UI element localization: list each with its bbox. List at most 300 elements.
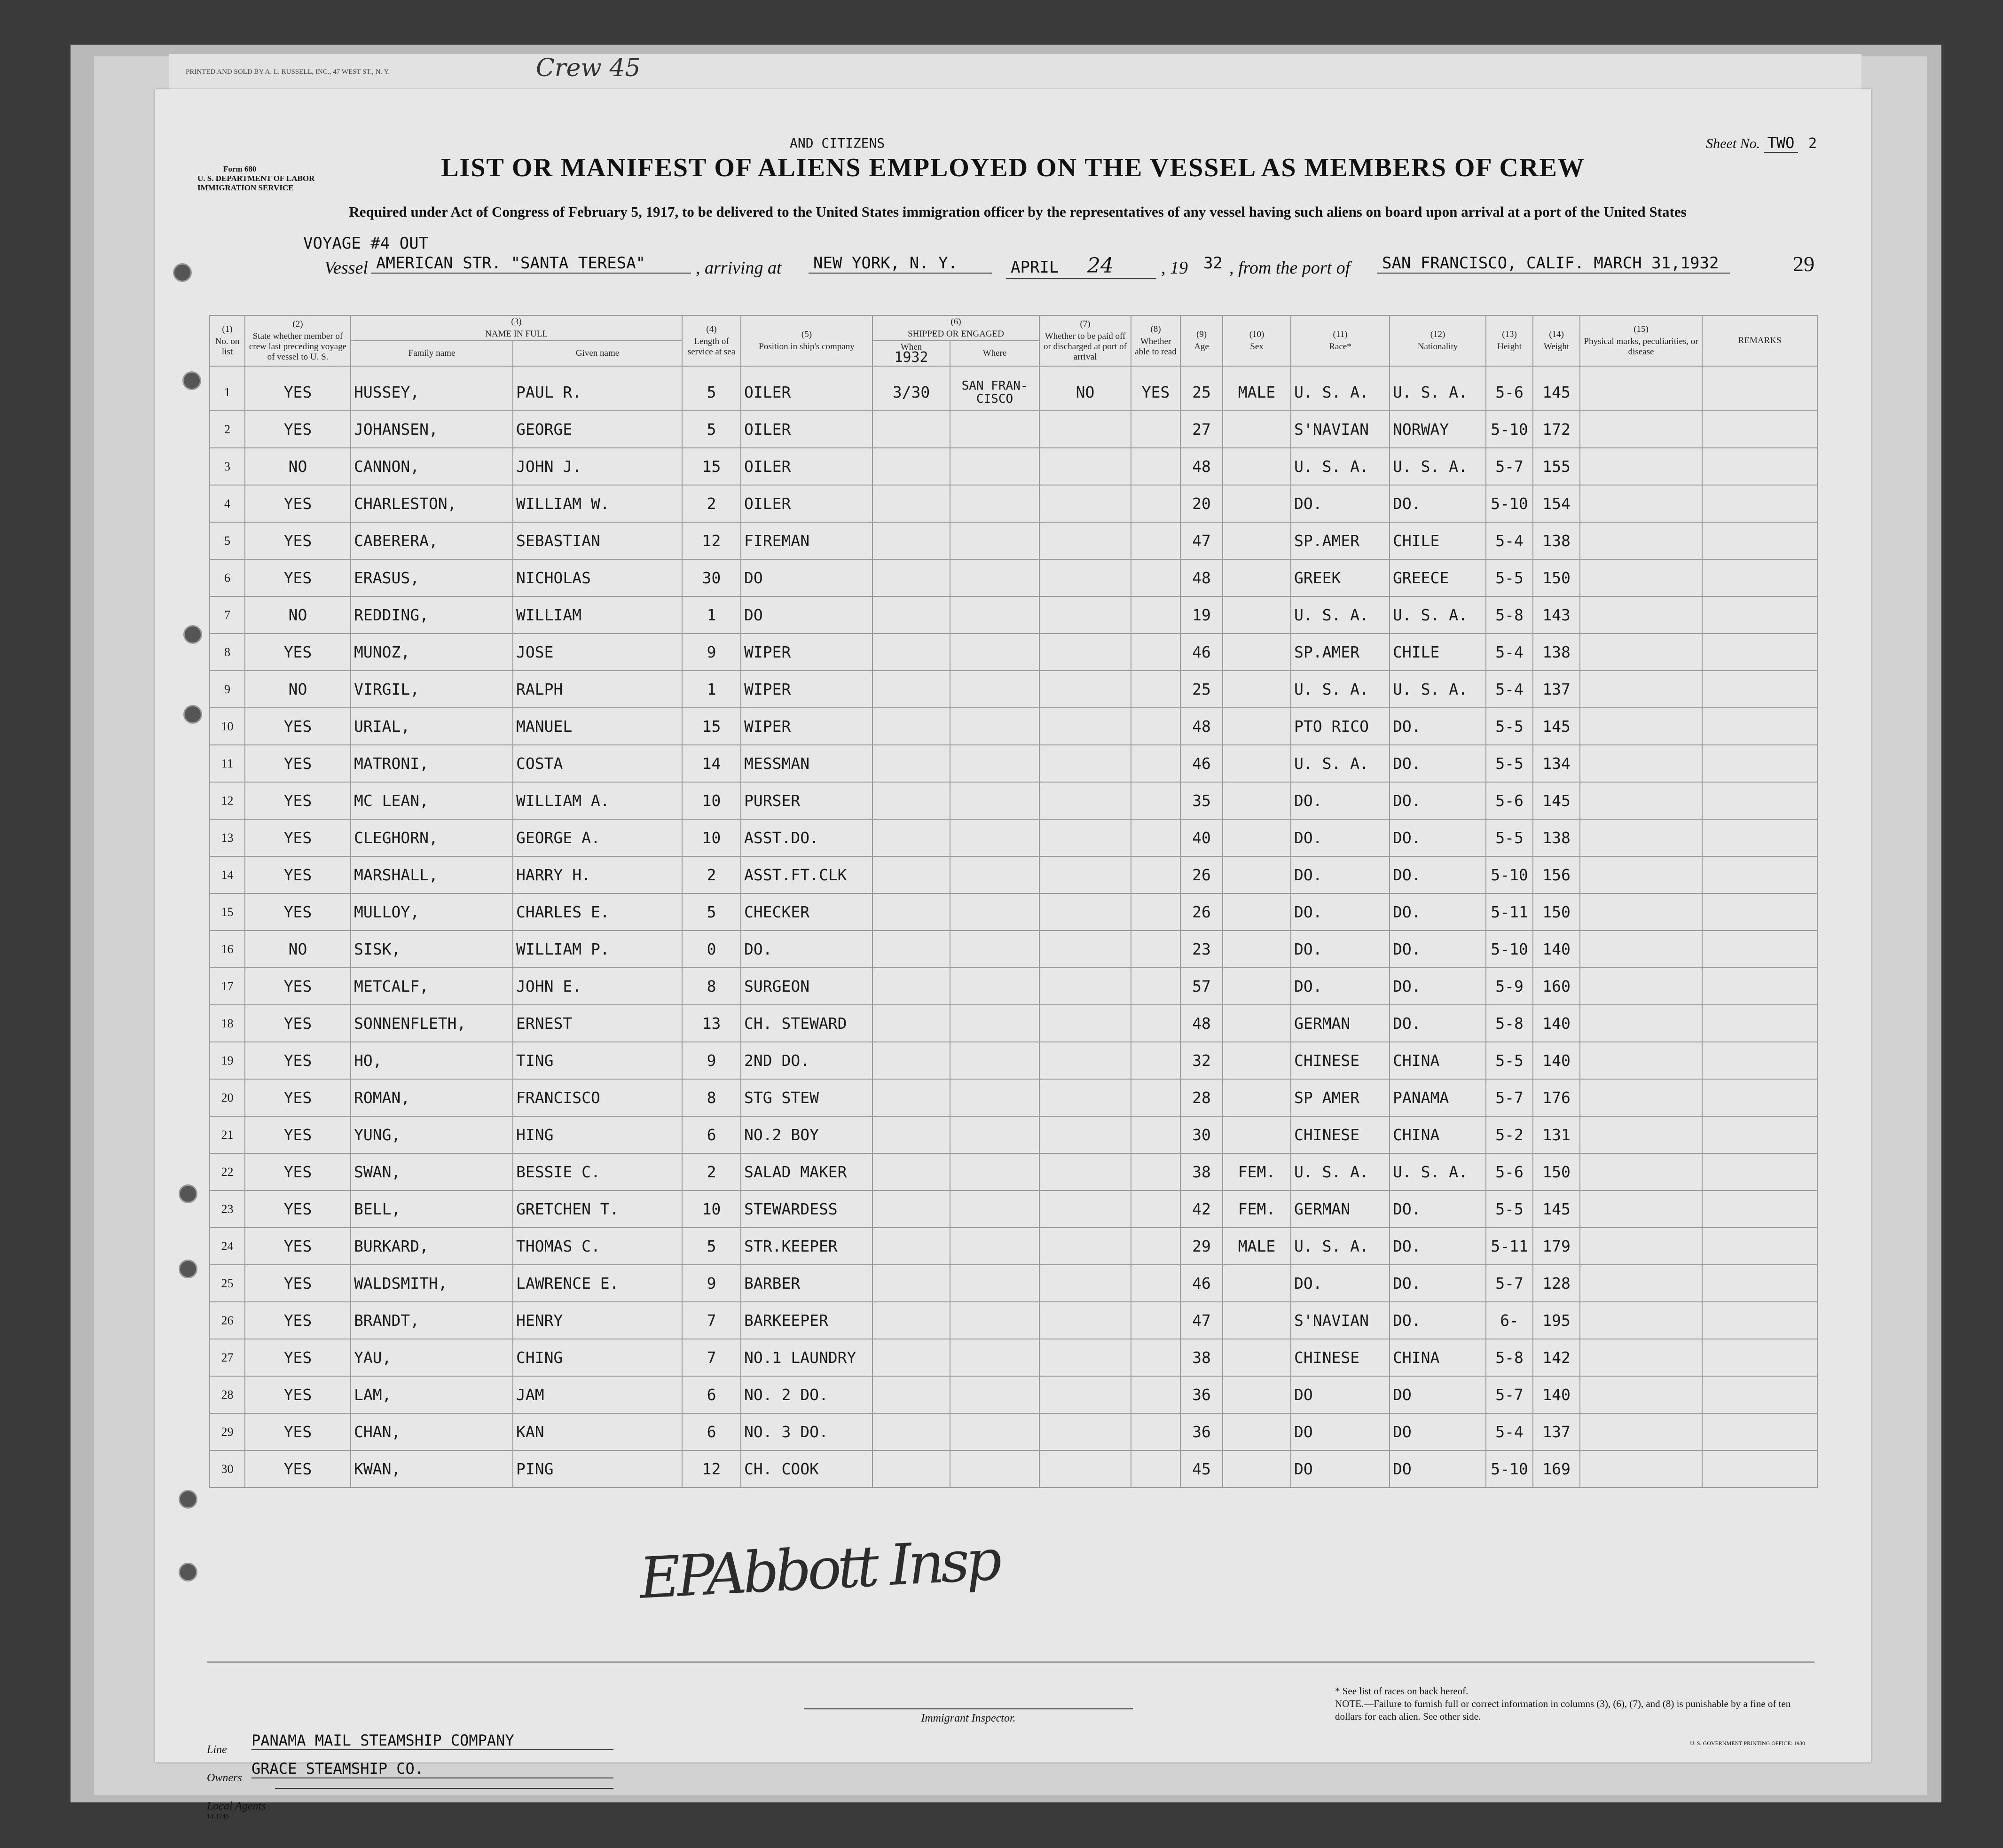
- table-row: [210, 1153, 1817, 1190]
- immigrant-inspector-line: Immigrant Inspector.: [804, 1708, 1133, 1725]
- table-row: [210, 1376, 1817, 1413]
- year-label: , 19: [1161, 258, 1188, 278]
- family-name: HUSSEY,: [351, 366, 513, 411]
- height: 5-2: [1486, 1116, 1533, 1153]
- race: SP.AMER: [1291, 634, 1390, 671]
- length-of-service: 0: [682, 931, 741, 968]
- weight: 140: [1533, 1042, 1580, 1079]
- given-name: WILLIAM P.: [513, 931, 682, 968]
- paid-off: [1039, 522, 1131, 559]
- race: PTO RICO: [1291, 708, 1390, 745]
- page-number: 29: [1793, 252, 1814, 276]
- shipped-year: 1932: [894, 349, 928, 366]
- paid-off: [1039, 893, 1131, 931]
- col-shipped-engaged: (6) SHIPPED OR ENGAGED: [872, 315, 1039, 341]
- paid-off: [1039, 411, 1131, 448]
- line-label: Line: [207, 1744, 227, 1756]
- nationality: DO: [1390, 1450, 1486, 1488]
- crew-manifest-table: [209, 315, 1818, 1488]
- family-name: MC LEAN,: [351, 782, 513, 819]
- nationality: CHINA: [1390, 1339, 1486, 1376]
- family-name: SWAN,: [351, 1153, 513, 1190]
- table-row: [210, 634, 1817, 671]
- able-to-read: [1131, 1116, 1180, 1153]
- physical-marks: [1580, 1376, 1702, 1413]
- inspector-signature: EPAbbott Insp: [637, 1527, 1000, 1612]
- row-number: 15: [210, 893, 245, 931]
- paid-off: [1039, 1339, 1131, 1376]
- table-row: [210, 596, 1817, 634]
- sex: [1223, 1265, 1291, 1302]
- table-row: [210, 559, 1817, 596]
- binder-hole-icon: [182, 371, 201, 390]
- shipped-where: [950, 708, 1039, 745]
- length-of-service: 10: [682, 819, 741, 856]
- family-name: MARSHALL,: [351, 856, 513, 893]
- previous-voyage: YES: [245, 366, 351, 411]
- family-name: MATRONI,: [351, 745, 513, 782]
- position: NO. 3 DO.: [741, 1413, 872, 1450]
- sex: MALE: [1223, 366, 1291, 411]
- and-citizens-addendum: AND CITIZENS: [790, 135, 885, 151]
- col-when: When 1932: [872, 341, 950, 366]
- given-name: HENRY: [513, 1302, 682, 1339]
- length-of-service: 15: [682, 708, 741, 745]
- shipped-when: [872, 1228, 950, 1265]
- remarks: [1702, 1302, 1817, 1339]
- length-of-service: 2: [682, 485, 741, 522]
- shipped-when: [872, 559, 950, 596]
- sex: [1223, 1339, 1291, 1376]
- able-to-read: [1131, 745, 1180, 782]
- nationality: DO.: [1390, 1190, 1486, 1228]
- owners-field: [207, 1760, 424, 1785]
- previous-voyage: YES: [245, 1302, 351, 1339]
- position: DO: [741, 559, 872, 596]
- physical-marks: [1580, 522, 1702, 559]
- family-name: WALDSMITH,: [351, 1265, 513, 1302]
- vessel-label: Vessel: [324, 258, 368, 278]
- table-row: [210, 411, 1817, 448]
- local-agents-field: [207, 1800, 266, 1820]
- shipped-where: [950, 1005, 1039, 1042]
- owners-value: GRACE STEAMSHIP CO.: [251, 1760, 613, 1778]
- family-name: METCALF,: [351, 968, 513, 1005]
- shipped-where: [950, 968, 1039, 1005]
- age: 32: [1180, 1042, 1223, 1079]
- paid-off: [1039, 1153, 1131, 1190]
- length-of-service: 13: [682, 1005, 741, 1042]
- position: SURGEON: [741, 968, 872, 1005]
- length-of-service: 15: [682, 448, 741, 485]
- sex: [1223, 671, 1291, 708]
- height: 5-8: [1486, 596, 1533, 634]
- previous-voyage: YES: [245, 856, 351, 893]
- sex: [1223, 968, 1291, 1005]
- length-of-service: 10: [682, 1190, 741, 1228]
- remarks: [1702, 782, 1817, 819]
- previous-voyage: NO: [245, 596, 351, 634]
- length-of-service: 5: [682, 893, 741, 931]
- height: 5-9: [1486, 968, 1533, 1005]
- given-name: RALPH: [513, 671, 682, 708]
- col-position: (5) Position in ship's company: [741, 315, 872, 366]
- length-of-service: 5: [682, 1228, 741, 1265]
- row-number: 19: [210, 1042, 245, 1079]
- age: 36: [1180, 1413, 1223, 1450]
- physical-marks: [1580, 1450, 1702, 1488]
- race: U. S. A.: [1291, 366, 1390, 411]
- paid-off: [1039, 485, 1131, 522]
- able-to-read: [1131, 1190, 1180, 1228]
- able-to-read: [1131, 522, 1180, 559]
- form-code: 14-1240: [207, 1813, 229, 1820]
- col-height: (13) Height: [1486, 315, 1533, 366]
- binder-hole-icon: [179, 1490, 197, 1509]
- col-physical-marks: (15) Physical marks, peculiarities, or disease: [1580, 315, 1702, 366]
- sheet-digit: 2: [1808, 135, 1817, 152]
- age: 30: [1180, 1116, 1223, 1153]
- table-row: [210, 1265, 1817, 1302]
- height: 5-8: [1486, 1339, 1533, 1376]
- race: DO.: [1291, 893, 1390, 931]
- able-to-read: [1131, 1005, 1180, 1042]
- weight: 160: [1533, 968, 1580, 1005]
- shipped-when: [872, 1042, 950, 1079]
- manifest-page: [155, 89, 1871, 1820]
- shipped-when: [872, 522, 950, 559]
- physical-marks: [1580, 448, 1702, 485]
- family-name: BELL,: [351, 1190, 513, 1228]
- row-number: 30: [210, 1450, 245, 1488]
- printing-office: U. S. GOVERNMENT PRINTING OFFICE: 1930: [1690, 1740, 1805, 1746]
- given-name: JAM: [513, 1376, 682, 1413]
- race: U. S. A.: [1291, 596, 1390, 634]
- col-length-of-service: (4) Length of service at sea: [682, 315, 741, 366]
- given-name: LAWRENCE E.: [513, 1265, 682, 1302]
- table-row: [210, 522, 1817, 559]
- able-to-read: [1131, 931, 1180, 968]
- nationality: DO.: [1390, 708, 1486, 745]
- remarks: [1702, 1228, 1817, 1265]
- col-remarks: REMARKS: [1702, 315, 1817, 366]
- col-name-in-full: (3) NAME IN FULL: [351, 315, 682, 341]
- previous-voyage: YES: [245, 1265, 351, 1302]
- nationality: CHILE: [1390, 634, 1486, 671]
- sex: FEM.: [1223, 1153, 1291, 1190]
- position: BARKEEPER: [741, 1302, 872, 1339]
- position: WIPER: [741, 708, 872, 745]
- shipped-when: [872, 1116, 950, 1153]
- position: OILER: [741, 448, 872, 485]
- shipped-where: [950, 1265, 1039, 1302]
- family-name: SONNENFLETH,: [351, 1005, 513, 1042]
- table-row: [210, 1190, 1817, 1228]
- height: 5-4: [1486, 522, 1533, 559]
- age: 36: [1180, 1376, 1223, 1413]
- given-name: THOMAS C.: [513, 1228, 682, 1265]
- binder-hole-icon: [179, 1260, 197, 1278]
- row-number: 26: [210, 1302, 245, 1339]
- table-row: [210, 448, 1817, 485]
- remarks: [1702, 1079, 1817, 1116]
- row-number: 1: [210, 366, 245, 411]
- paid-off: [1039, 931, 1131, 968]
- paid-off: [1039, 1228, 1131, 1265]
- age: 25: [1180, 671, 1223, 708]
- weight: 140: [1533, 1376, 1580, 1413]
- physical-marks: [1580, 1302, 1702, 1339]
- age: 26: [1180, 856, 1223, 893]
- family-name: HO,: [351, 1042, 513, 1079]
- shipped-when: [872, 782, 950, 819]
- paid-off: [1039, 745, 1131, 782]
- remarks: [1702, 1190, 1817, 1228]
- remarks: [1702, 1450, 1817, 1488]
- family-name: BRANDT,: [351, 1302, 513, 1339]
- given-name: COSTA: [513, 745, 682, 782]
- sex: [1223, 745, 1291, 782]
- able-to-read: [1131, 671, 1180, 708]
- previous-voyage: YES: [245, 1153, 351, 1190]
- previous-voyage: NO: [245, 448, 351, 485]
- sex: [1223, 1079, 1291, 1116]
- footer-notes: [1335, 1685, 1805, 1750]
- row-number: 6: [210, 559, 245, 596]
- weight: 169: [1533, 1450, 1580, 1488]
- sex: [1223, 1450, 1291, 1488]
- paid-off: [1039, 1376, 1131, 1413]
- sex: [1223, 596, 1291, 634]
- table-row: [210, 1302, 1817, 1339]
- shipped-where: [950, 819, 1039, 856]
- physical-marks: [1580, 366, 1702, 411]
- weight: 156: [1533, 856, 1580, 893]
- nationality: U. S. A.: [1390, 596, 1486, 634]
- length-of-service: 6: [682, 1413, 741, 1450]
- table-row: [210, 708, 1817, 745]
- shipped-when: 3/30: [872, 366, 950, 411]
- age: 46: [1180, 634, 1223, 671]
- paid-off: [1039, 596, 1131, 634]
- footer-divider: [207, 1661, 1814, 1663]
- race: S'NAVIAN: [1291, 411, 1390, 448]
- row-number: 4: [210, 485, 245, 522]
- race: DO: [1291, 1376, 1390, 1413]
- weight: 145: [1533, 366, 1580, 411]
- position: NO. 2 DO.: [741, 1376, 872, 1413]
- position: DO: [741, 596, 872, 634]
- family-name: CLEGHORN,: [351, 819, 513, 856]
- able-to-read: [1131, 1153, 1180, 1190]
- shipped-where: [950, 1116, 1039, 1153]
- remarks: [1702, 1376, 1817, 1413]
- sex: [1223, 1376, 1291, 1413]
- remarks: [1702, 708, 1817, 745]
- row-number: 24: [210, 1228, 245, 1265]
- position: WIPER: [741, 634, 872, 671]
- position: NO.1 LAUNDRY: [741, 1339, 872, 1376]
- nationality: DO.: [1390, 782, 1486, 819]
- race: DO.: [1291, 968, 1390, 1005]
- physical-marks: [1580, 708, 1702, 745]
- nationality: DO.: [1390, 893, 1486, 931]
- length-of-service: 12: [682, 522, 741, 559]
- race: DO.: [1291, 782, 1390, 819]
- position: WIPER: [741, 671, 872, 708]
- local-agents-label: Local Agents: [207, 1800, 266, 1812]
- given-name: MANUEL: [513, 708, 682, 745]
- table-row: [210, 893, 1817, 931]
- shipped-where: [950, 1153, 1039, 1190]
- weight: 137: [1533, 671, 1580, 708]
- race: CHINESE: [1291, 1042, 1390, 1079]
- height: 5-10: [1486, 856, 1533, 893]
- family-name: URIAL,: [351, 708, 513, 745]
- able-to-read: [1131, 411, 1180, 448]
- sex: [1223, 856, 1291, 893]
- sex: FEM.: [1223, 1190, 1291, 1228]
- age: 48: [1180, 448, 1223, 485]
- position: 2ND DO.: [741, 1042, 872, 1079]
- departure-port: SAN FRANCISCO, CALIF. MARCH 31,1932: [1377, 254, 1730, 274]
- row-number: 12: [210, 782, 245, 819]
- height: 5-8: [1486, 1005, 1533, 1042]
- binder-hole-icon: [173, 263, 192, 282]
- nationality: DO.: [1390, 1265, 1486, 1302]
- shipped-when: [872, 1153, 950, 1190]
- sex: [1223, 1042, 1291, 1079]
- remarks: [1702, 1339, 1817, 1376]
- row-number: 16: [210, 931, 245, 968]
- shipped-when: [872, 931, 950, 968]
- race: DO.: [1291, 856, 1390, 893]
- height: 5-5: [1486, 559, 1533, 596]
- nationality: DO.: [1390, 931, 1486, 968]
- shipped-where: [950, 1079, 1039, 1116]
- physical-marks: [1580, 1339, 1702, 1376]
- nationality: CHINA: [1390, 1042, 1486, 1079]
- from-port-label: , from the port of: [1229, 258, 1351, 278]
- nationality: CHINA: [1390, 1116, 1486, 1153]
- height: 5-7: [1486, 1376, 1533, 1413]
- length-of-service: 9: [682, 1042, 741, 1079]
- remarks: [1702, 968, 1817, 1005]
- paid-off: [1039, 1265, 1131, 1302]
- shipped-where: [950, 931, 1039, 968]
- paid-off: [1039, 559, 1131, 596]
- family-name: JOHANSEN,: [351, 411, 513, 448]
- sheet-number: [1706, 134, 1817, 152]
- length-of-service: 6: [682, 1376, 741, 1413]
- height: 5-10: [1486, 485, 1533, 522]
- shipped-where: [950, 1450, 1039, 1488]
- length-of-service: 1: [682, 671, 741, 708]
- arrival-day: 24: [1087, 254, 1114, 278]
- remarks: [1702, 411, 1817, 448]
- position: CHECKER: [741, 893, 872, 931]
- row-number: 20: [210, 1079, 245, 1116]
- row-number: 8: [210, 634, 245, 671]
- row-number: 14: [210, 856, 245, 893]
- sex: [1223, 1116, 1291, 1153]
- age: 38: [1180, 1339, 1223, 1376]
- shipped-where: [950, 856, 1039, 893]
- height: 5-10: [1486, 411, 1533, 448]
- previous-voyage: YES: [245, 1005, 351, 1042]
- sex: MALE: [1223, 1228, 1291, 1265]
- col-race: (11) Race*: [1291, 315, 1390, 366]
- previous-voyage: YES: [245, 819, 351, 856]
- given-name: FRANCISCO: [513, 1079, 682, 1116]
- height: 5-7: [1486, 1079, 1533, 1116]
- given-name: CHING: [513, 1339, 682, 1376]
- nationality: GREECE: [1390, 559, 1486, 596]
- shipped-where: [950, 1228, 1039, 1265]
- weight: 128: [1533, 1265, 1580, 1302]
- family-name: CHARLESTON,: [351, 485, 513, 522]
- col-weight: (14) Weight: [1533, 315, 1580, 366]
- paid-off: [1039, 1079, 1131, 1116]
- physical-marks: [1580, 559, 1702, 596]
- race: U. S. A.: [1291, 745, 1390, 782]
- height: 6-: [1486, 1302, 1533, 1339]
- age: 42: [1180, 1190, 1223, 1228]
- sex: [1223, 522, 1291, 559]
- vessel-name: AMERICAN STR. "SANTA TERESA": [371, 254, 691, 274]
- shipped-where: [950, 1376, 1039, 1413]
- department: U. S. DEPARTMENT OF LABOR: [197, 174, 315, 183]
- able-to-read: [1131, 968, 1180, 1005]
- remarks: [1702, 893, 1817, 931]
- line-field: [207, 1731, 514, 1756]
- shipped-when: [872, 1376, 950, 1413]
- race: DO.: [1291, 1265, 1390, 1302]
- table-row: [210, 1079, 1817, 1116]
- nationality: DO.: [1390, 485, 1486, 522]
- age: 38: [1180, 1153, 1223, 1190]
- able-to-read: [1131, 708, 1180, 745]
- length-of-service: 7: [682, 1339, 741, 1376]
- weight: 145: [1533, 782, 1580, 819]
- length-of-service: 10: [682, 782, 741, 819]
- position: MESSMAN: [741, 745, 872, 782]
- binder-hole-icon: [179, 1184, 197, 1203]
- arriving-label: , arriving at: [696, 258, 782, 278]
- table-row: [210, 819, 1817, 856]
- race: GREEK: [1291, 559, 1390, 596]
- given-name: PING: [513, 1450, 682, 1488]
- col-no: (1) No. on list: [210, 315, 245, 366]
- table-row: [210, 745, 1817, 782]
- position: DO.: [741, 931, 872, 968]
- shipped-when: [872, 1450, 950, 1488]
- family-name: MULLOY,: [351, 893, 513, 931]
- physical-marks: [1580, 411, 1702, 448]
- table-row: [210, 1116, 1817, 1153]
- length-of-service: 2: [682, 1153, 741, 1190]
- able-to-read: [1131, 1376, 1180, 1413]
- height: 5-5: [1486, 708, 1533, 745]
- length-of-service: 9: [682, 1265, 741, 1302]
- race: DO.: [1291, 819, 1390, 856]
- length-of-service: 2: [682, 856, 741, 893]
- arrival-month: APRIL: [1011, 258, 1059, 277]
- col-family-name: Family name: [351, 341, 513, 366]
- nationality: DO: [1390, 1413, 1486, 1450]
- height: 5-4: [1486, 671, 1533, 708]
- table-row: [210, 1339, 1817, 1376]
